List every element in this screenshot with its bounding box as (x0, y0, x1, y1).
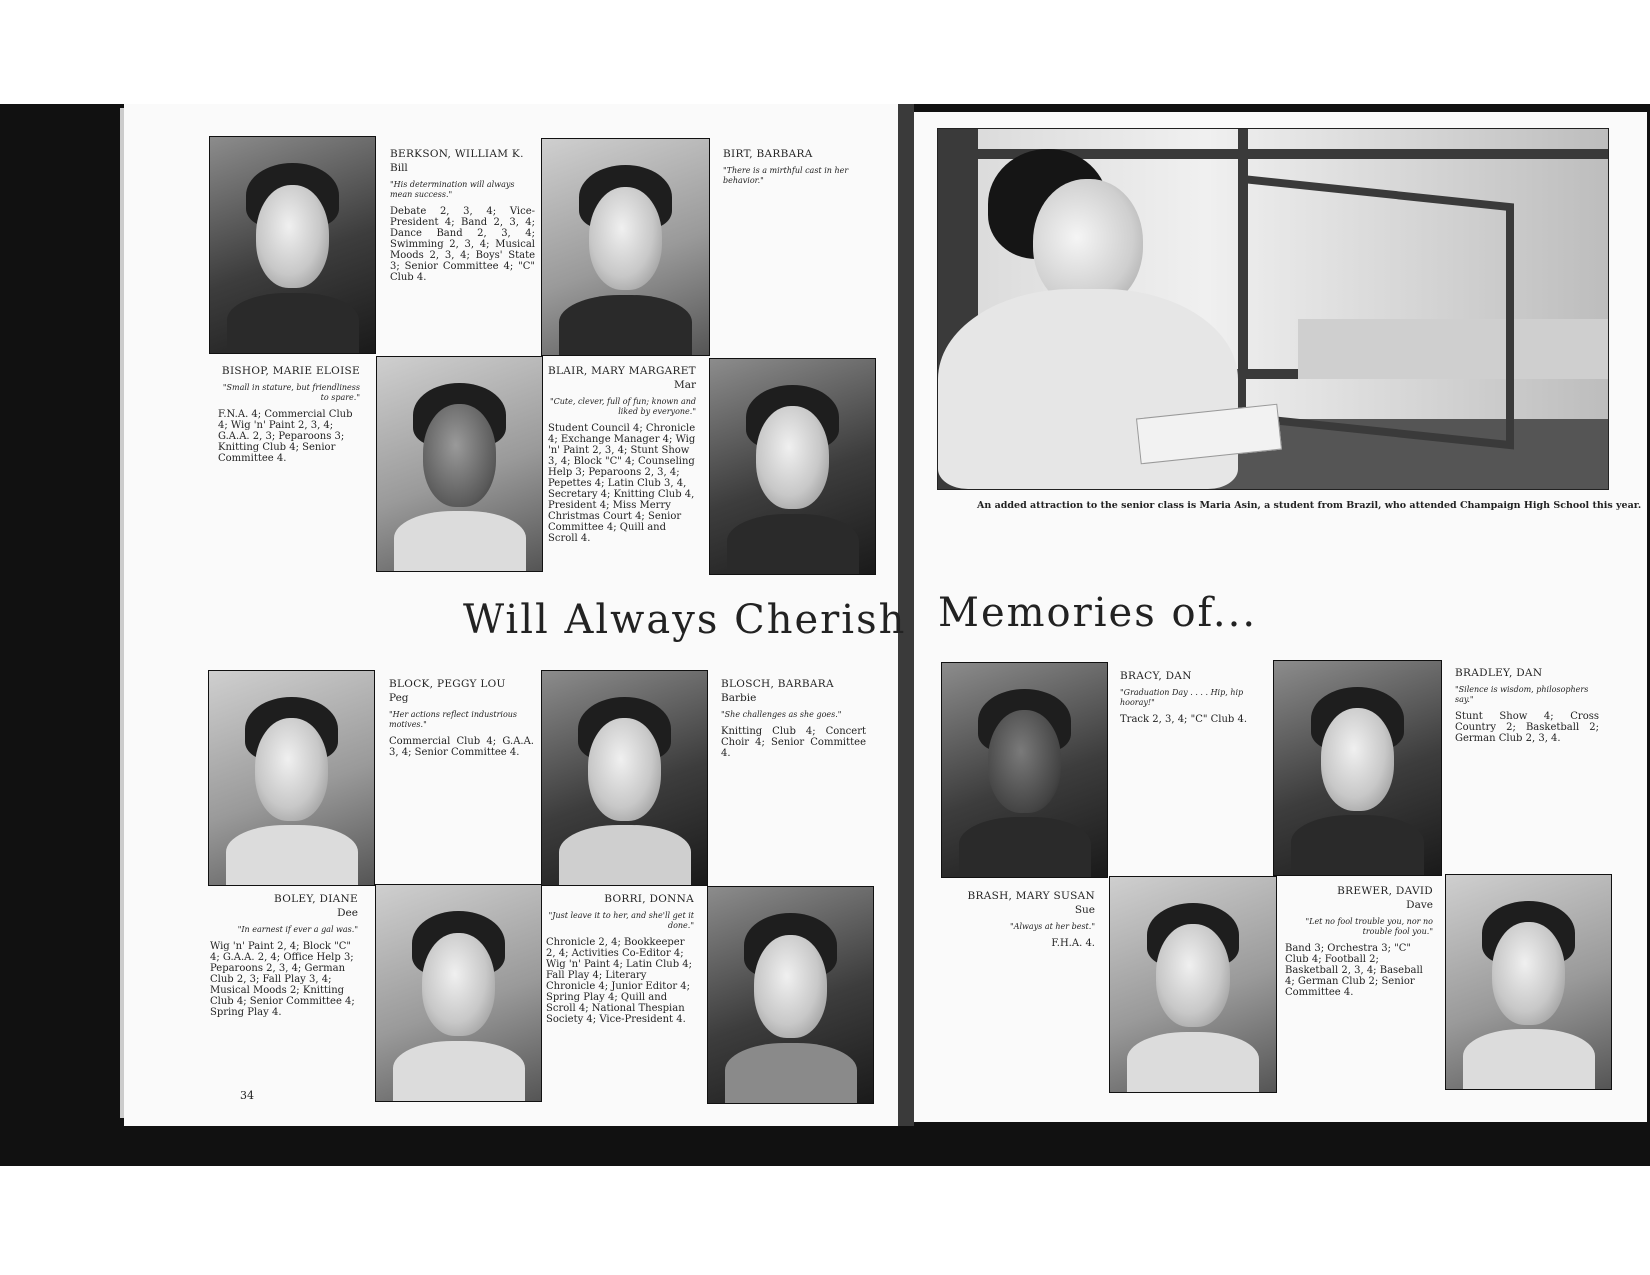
entry-brash (960, 890, 1095, 949)
senior-activities: Knitting Club 4; Concert Choir 4; Senior Committee 4. (721, 726, 866, 759)
entry-birt (723, 148, 858, 186)
entry-blosch (721, 678, 866, 759)
senior-nickname: Mar (673, 379, 696, 391)
senior-nickname: Sue (1074, 904, 1095, 916)
photo-blair (709, 358, 876, 575)
senior-quote: "Graduation Day . . . . Hip, hip hooray!" (1120, 688, 1244, 707)
senior-quote: "Cute, clever, full of fun; known and liked by everyone." (549, 397, 696, 416)
photo-blosch (541, 670, 708, 886)
heading-left: Will Always Cherish (463, 597, 907, 643)
photo-block (208, 670, 375, 886)
entry-bracy (1120, 670, 1250, 725)
photo-brash (1109, 876, 1277, 1093)
senior-activities: F.H.A. 4. (1051, 938, 1095, 949)
senior-activities: Commercial Club 4; G.A.A. 3, 4; Senior Committee 4. (389, 736, 534, 758)
senior-name: BLAIR, MARY MARGARET (548, 365, 696, 377)
senior-name: BIRT, BARBARA (723, 148, 813, 160)
photo-bracy (941, 662, 1108, 878)
senior-nickname: Bill (390, 162, 408, 174)
senior-name: BREWER, DAVID (1337, 885, 1433, 897)
entry-blair (548, 365, 696, 544)
entry-brewer (1285, 885, 1433, 998)
entry-block (389, 678, 534, 758)
senior-name: BORRI, DONNA (604, 893, 694, 905)
page-number: 34 (240, 1089, 254, 1102)
photo-birt (541, 138, 710, 356)
senior-nickname: Dave (1406, 899, 1433, 911)
senior-quote: "In earnest if ever a gal was." (237, 925, 358, 934)
entry-boley (210, 893, 358, 1018)
senior-nickname: Barbie (721, 692, 757, 704)
entry-bradley (1455, 667, 1599, 744)
senior-quote: "She challenges as she goes." (721, 710, 842, 719)
photo-bishop (376, 356, 543, 572)
senior-nickname: Dee (337, 907, 358, 919)
feature-photo (937, 128, 1609, 490)
photo-borri (707, 886, 874, 1104)
entry-borri (546, 893, 694, 1025)
feature-caption: An added attraction to the senior class is Maria Asin, a student from Brazil, who attended Champaign High School this year. (977, 500, 1642, 511)
photo-boley (375, 884, 542, 1102)
senior-name: BERKSON, WILLIAM K. (390, 148, 524, 160)
senior-nickname: Peg (389, 692, 409, 704)
photo-bradley (1273, 660, 1442, 876)
senior-quote: "Just leave it to her, and she'll get it done." (548, 911, 694, 930)
senior-activities: Debate 2, 3, 4; Vice-President 4; Band 2, 3, 4; Dance Band 2, 3, 4; Swimming 2, 3, 4; Musical Moods 2, 3, 4; Boys' State 3; Senior Committee 4; "C" Club 4. (390, 206, 535, 283)
senior-activities: Chronicle 2, 4; Bookkeeper 2, 4; Activities Co-Editor 4; Wig 'n' Paint 4; Latin Club 4; Fall Play 4; Literary Chronicle 4; Junior Editor 4; Spring Play 4; Quill and Scroll 4; National Thespian Society 4; Vice-President 4. (546, 937, 693, 1025)
senior-name: BRADLEY, DAN (1455, 667, 1543, 679)
senior-activities: Student Council 4; Chronicle 4; Exchange Manager 4; Wig 'n' Paint 2, 3, 4; Stunt Show 3, 4; Block "C" 4; Counseling Help 3; Peparoons 2, 3, 4; Pepettes 4; Latin Club 3, 4, Secretary 4; Knitting Club 4, President 4; Miss Merry Christmas Court 4; Senior Committee 4; Quill and Scroll 4. (548, 423, 696, 544)
page-edge (120, 108, 124, 1118)
senior-activities: Band 3; Orchestra 3; "C" Club 4; Football 2; Basketball 2, 3, 4; Baseball 4; German Club 2; Senior Committee 4. (1285, 943, 1423, 998)
senior-name: BLOSCH, BARBARA (721, 678, 834, 690)
senior-quote: "His determination will always mean success." (390, 180, 515, 199)
senior-name: BRASH, MARY SUSAN (967, 890, 1095, 902)
senior-name: BRACY, DAN (1120, 670, 1192, 682)
senior-quote: "Small in stature, but friendliness to spare." (222, 383, 360, 402)
photo-brewer (1445, 874, 1612, 1090)
senior-quote: "Her actions reflect industrious motives." (389, 710, 518, 729)
senior-activities: F.N.A. 4; Commercial Club 4; Wig 'n' Paint 2, 3, 4; G.A.A. 2, 3; Peparoons 3; Knitting Club 4; Senior Committee 4. (218, 409, 353, 464)
entry-bishop (218, 365, 360, 464)
senior-name: BOLEY, DIANE (273, 893, 358, 905)
senior-name: BLOCK, PEGGY LOU (389, 678, 506, 690)
heading-right: Memories of... (938, 590, 1258, 636)
senior-name: BISHOP, MARIE ELOISE (221, 365, 360, 377)
senior-quote: "Always at her best." (1010, 922, 1095, 931)
entry-berkson (390, 148, 535, 283)
senior-activities: Stunt Show 4; Cross Country 2; Basketball 2; German Club 2, 3, 4. (1455, 711, 1599, 744)
senior-quote: "There is a mirthful cast in her behavior." (723, 166, 849, 185)
senior-activities: Wig 'n' Paint 2, 4; Block "C" 4; G.A.A. 2, 4; Office Help 3; Peparoons 2, 3, 4; German Club 2, 3; Fall Play 3, 4; Musical Moods 2; Knitting Club 4; Senior Committee 4; Spring Play 4. (210, 941, 355, 1018)
senior-activities: Track 2, 3, 4; "C" Club 4. (1120, 714, 1248, 725)
senior-quote: "Silence is wisdom, philosophers say." (1455, 685, 1589, 704)
senior-quote: "Let no fool trouble you, nor no trouble fool you." (1305, 917, 1433, 936)
photo-berkson (209, 136, 376, 354)
